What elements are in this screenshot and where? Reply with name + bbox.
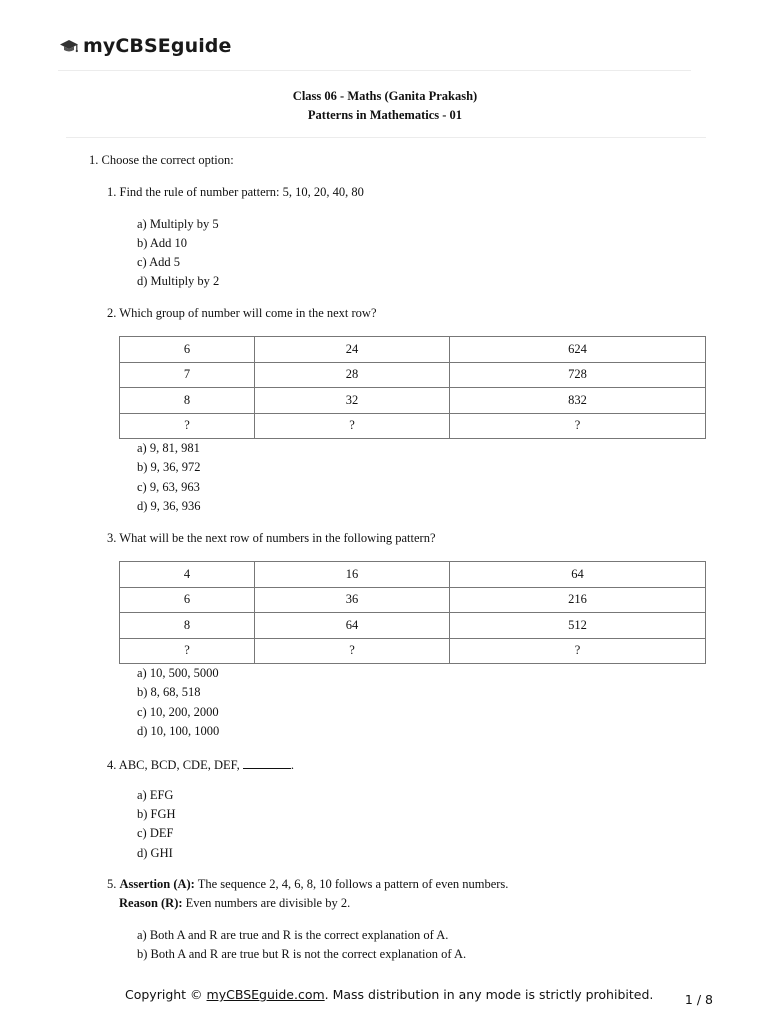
doc-subtitle: Patterns in Mathematics - 01 <box>307 108 463 122</box>
table-cell: ? <box>255 413 450 439</box>
q3-option-c: c) 10, 200, 2000 <box>137 705 219 719</box>
question-5-number: 5. <box>107 877 117 891</box>
question-2: 2. Which group of number will come in the next row? <box>107 306 377 320</box>
footer-prefix: Copyright © <box>125 987 207 1002</box>
header-divider <box>58 70 691 71</box>
table-cell: ? <box>120 638 255 664</box>
copyright-footer <box>125 987 653 1002</box>
table-cell: 728 <box>450 362 706 388</box>
table-row <box>120 362 706 388</box>
doc-title: Class 06 - Maths (Ganita Prakash) <box>292 89 478 103</box>
question-4 <box>107 756 294 773</box>
graduation-cap-icon <box>58 35 80 57</box>
footer-suffix: . Mass distribution in any mode is strictly prohibited. <box>324 987 654 1002</box>
table-cell: 6 <box>120 337 255 363</box>
table-row <box>120 638 706 664</box>
question-5-reason <box>119 896 350 911</box>
table-cell: 36 <box>255 587 450 613</box>
question-4-text: 4. ABC, BCD, CDE, DEF, <box>107 758 240 772</box>
q5-option-a: a) Both A and R are true and R is the correct explanation of A. <box>137 928 449 942</box>
table-cell: 216 <box>450 587 706 613</box>
assertion-label: Assertion (A): <box>119 877 195 891</box>
q1-option-b: b) Add 10 <box>137 236 187 250</box>
page-number: 1 / 8 <box>684 992 713 1007</box>
table-cell: 6 <box>120 587 255 613</box>
table-row <box>120 562 706 588</box>
q3-table <box>119 561 706 664</box>
brand-logo-text[interactable]: myCBSEguide <box>83 35 232 57</box>
table-cell: ? <box>450 638 706 664</box>
table-cell: 8 <box>120 613 255 639</box>
reason-label: Reason (R): <box>119 896 183 910</box>
question-1: 1. Find the rule of number pattern: 5, 10, 20, 40, 80 <box>107 185 364 199</box>
q2-table <box>119 336 706 439</box>
question-5-assertion <box>107 877 508 892</box>
table-cell: 4 <box>120 562 255 588</box>
table-cell: 32 <box>255 388 450 414</box>
reason-text: Even numbers are divisible by 2. <box>182 896 351 910</box>
table-row <box>120 388 706 414</box>
q3-option-d: d) 10, 100, 1000 <box>137 724 220 738</box>
title-divider <box>66 137 706 138</box>
table-cell: 64 <box>255 613 450 639</box>
site-header <box>58 33 232 59</box>
table-row <box>120 337 706 363</box>
table-cell: 24 <box>255 337 450 363</box>
table-row <box>120 587 706 613</box>
fill-in-blank <box>243 756 291 769</box>
table-cell: 28 <box>255 362 450 388</box>
table-cell: 16 <box>255 562 450 588</box>
q1-option-d: d) Multiply by 2 <box>137 274 220 288</box>
question-3: 3. What will be the next row of numbers in the following pattern? <box>107 531 436 545</box>
section-heading: 1. Choose the correct option: <box>89 153 234 167</box>
q2-option-b: b) 9, 36, 972 <box>137 460 201 474</box>
table-cell: ? <box>120 413 255 439</box>
q2-option-a: a) 9, 81, 981 <box>137 441 200 455</box>
q4-option-c: c) DEF <box>137 826 174 840</box>
table-row <box>120 613 706 639</box>
table-row <box>120 413 706 439</box>
table-cell: 512 <box>450 613 706 639</box>
q1-option-c: c) Add 5 <box>137 255 181 269</box>
question-4-suffix: . <box>290 758 294 772</box>
table-cell: 64 <box>450 562 706 588</box>
table-cell: 7 <box>120 362 255 388</box>
q2-option-d: d) 9, 36, 936 <box>137 499 201 513</box>
q3-option-b: b) 8, 68, 518 <box>137 685 201 699</box>
table-cell: ? <box>255 638 450 664</box>
q4-option-b: b) FGH <box>137 807 176 821</box>
table-cell: ? <box>450 413 706 439</box>
assertion-text: The sequence 2, 4, 6, 8, 10 follows a pattern of even numbers. <box>194 877 509 891</box>
table-cell: 8 <box>120 388 255 414</box>
q5-option-b: b) Both A and R are true but R is not the correct explanation of A. <box>137 947 467 961</box>
q2-option-c: c) 9, 63, 963 <box>137 480 200 494</box>
table-cell: 624 <box>450 337 706 363</box>
q1-option-a: a) Multiply by 5 <box>137 217 219 231</box>
footer-site-link[interactable]: myCBSEguide.com <box>206 987 325 1002</box>
q4-option-d: d) GHI <box>137 846 173 860</box>
table-cell: 832 <box>450 388 706 414</box>
q3-option-a: a) 10, 500, 5000 <box>137 666 219 680</box>
q4-option-a: a) EFG <box>137 788 174 802</box>
